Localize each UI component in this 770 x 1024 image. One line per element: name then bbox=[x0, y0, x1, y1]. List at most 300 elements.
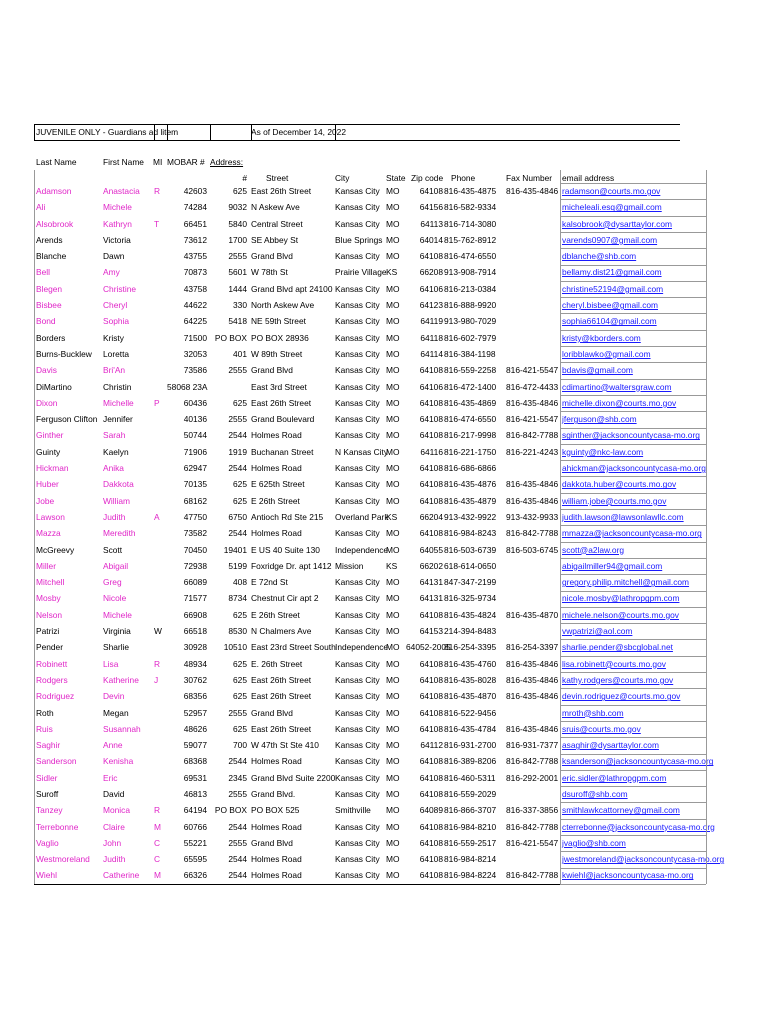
cell-zip: 64131 bbox=[419, 577, 443, 588]
cell-city: Kansas City bbox=[335, 870, 380, 881]
cell-email[interactable]: sruis@courts.mo.gov bbox=[562, 723, 641, 734]
cell-first: Claire bbox=[103, 821, 125, 832]
cell-city: Kansas City bbox=[335, 756, 380, 767]
cell-last: DiMartino bbox=[36, 381, 72, 392]
cell-mi bbox=[154, 444, 166, 460]
cell-email[interactable]: smithlawkcattorney@gmail.com bbox=[562, 805, 680, 816]
cell-mi bbox=[154, 362, 166, 378]
cell-fax: 816-503-6745 bbox=[506, 544, 559, 555]
cell-city: Kansas City bbox=[335, 740, 380, 751]
guardian-rows bbox=[34, 183, 725, 884]
cell-num: 5199 bbox=[228, 560, 247, 571]
cell-mobar: 60766 bbox=[183, 821, 207, 832]
cell-num: 401 bbox=[233, 348, 247, 359]
cell-city: Kansas City bbox=[335, 577, 380, 588]
table-row bbox=[34, 542, 710, 558]
grid-line bbox=[560, 493, 706, 494]
cell-phone: 816-522-9456 bbox=[444, 707, 497, 718]
cell-mobar: 73612 bbox=[183, 234, 207, 245]
header-row bbox=[34, 154, 710, 170]
header-state: State bbox=[386, 173, 406, 183]
cell-phone: 816-213-0384 bbox=[444, 283, 497, 294]
grid-line bbox=[560, 330, 706, 331]
cell-first: Nicole bbox=[103, 593, 127, 604]
grid-line bbox=[560, 705, 706, 706]
cell-state: MO bbox=[386, 723, 400, 734]
cell-street: Buchanan Street bbox=[251, 446, 314, 457]
cell-num: 625 bbox=[233, 479, 247, 490]
cell-fax bbox=[506, 574, 560, 590]
cell-street: Chestnut Cir apt 2 bbox=[251, 593, 319, 604]
grid-line bbox=[560, 737, 706, 738]
cell-street: Holmes Road bbox=[251, 821, 302, 832]
cell-street: E 72nd St bbox=[251, 577, 288, 588]
cell-state: MO bbox=[386, 593, 400, 604]
cell-city: Kansas City bbox=[335, 528, 380, 539]
table-row bbox=[34, 590, 710, 606]
cell-city: Kansas City bbox=[335, 316, 380, 327]
cell-state: MO bbox=[386, 365, 400, 376]
cell-mi: T bbox=[154, 218, 160, 229]
cell-first: Eric bbox=[103, 772, 118, 783]
cell-fax bbox=[506, 313, 560, 329]
cell-num: 2544 bbox=[228, 430, 247, 441]
cell-num: 5418 bbox=[228, 316, 247, 327]
cell-phone: 913-432-9922 bbox=[444, 511, 497, 522]
cell-fax bbox=[506, 851, 560, 867]
grid-line bbox=[167, 124, 168, 140]
cell-mi bbox=[154, 737, 166, 753]
cell-last: Nelson bbox=[36, 609, 63, 620]
cell-phone: 214-394-8483 bbox=[444, 626, 497, 637]
cell-num: PO BOX bbox=[214, 332, 247, 343]
cell-city: Kansas City bbox=[335, 283, 380, 294]
cell-num: 2544 bbox=[228, 821, 247, 832]
cell-state: MO bbox=[386, 609, 400, 620]
cell-mobar: 70450 bbox=[183, 544, 207, 555]
cell-mobar: 71906 bbox=[183, 446, 207, 457]
cell-first: Katherine bbox=[103, 674, 139, 685]
cell-street: E 625th Street bbox=[251, 479, 305, 490]
cell-fax: 816-292-2001 bbox=[506, 772, 559, 783]
cell-email[interactable]: devin.rodriguez@courts.mo.gov bbox=[562, 691, 681, 702]
cell-fax: 816-842-7788 bbox=[506, 870, 559, 881]
cell-email[interactable]: kwiehl@jacksoncountycasa-mo.org bbox=[562, 870, 694, 881]
cell-fax: 816-435-4846 bbox=[506, 691, 559, 702]
cell-num: 8530 bbox=[228, 626, 247, 637]
cell-street: W 78th St bbox=[251, 267, 288, 278]
cell-street: E US 40 Suite 130 bbox=[251, 544, 320, 555]
cell-first: Christin bbox=[103, 381, 132, 392]
cell-state: MO bbox=[386, 495, 400, 506]
cell-num: 625 bbox=[233, 691, 247, 702]
cell-street: East 26th Street bbox=[251, 674, 312, 685]
cell-mobar: 40136 bbox=[183, 414, 207, 425]
cell-email[interactable]: jwestmoreland@jacksoncountycasa-mo.org bbox=[562, 854, 725, 865]
cell-street: Holmes Road bbox=[251, 756, 302, 767]
cell-mi: J bbox=[154, 674, 159, 685]
table-row bbox=[34, 819, 715, 835]
cell-num: 2345 bbox=[228, 772, 247, 783]
cell-phone: 816-559-2517 bbox=[444, 837, 497, 848]
cell-email[interactable]: ahickman@jacksoncountycasa-mo.org bbox=[562, 463, 706, 474]
cell-state: MO bbox=[386, 658, 400, 669]
cell-num: 8734 bbox=[228, 593, 247, 604]
cell-fax: 816-931-7377 bbox=[506, 740, 559, 751]
grid-line bbox=[560, 232, 706, 233]
cell-city: Kansas City bbox=[335, 674, 380, 685]
cell-street: W 47th St Ste 410 bbox=[251, 740, 319, 751]
cell-email[interactable]: varends0907@gmail.com bbox=[562, 234, 658, 245]
cell-first: Kristy bbox=[103, 332, 124, 343]
header-address: Address: bbox=[210, 157, 244, 167]
cell-first: Victoria bbox=[103, 234, 131, 245]
grid-line bbox=[560, 884, 706, 885]
cell-phone: 816-984-8214 bbox=[444, 854, 497, 865]
cell-email[interactable]: scott@a2law.org bbox=[562, 544, 625, 555]
cell-email[interactable]: judith.lawson@lawsonlawllc.com bbox=[562, 511, 684, 522]
table-row bbox=[34, 802, 710, 818]
grid-line bbox=[251, 124, 252, 140]
cell-last: Adamson bbox=[36, 186, 72, 196]
cell-email[interactable]: mmazza@jacksoncountycasa-mo.org bbox=[562, 528, 702, 539]
grid-line bbox=[560, 770, 706, 771]
cell-fax: 816-337-3856 bbox=[506, 805, 559, 816]
grid-line bbox=[560, 509, 706, 510]
cell-email[interactable]: cdimartino@waltersgraw.com bbox=[562, 381, 672, 392]
grid-line bbox=[210, 124, 211, 140]
cell-fax bbox=[506, 297, 560, 313]
cell-first: Bri'An bbox=[103, 365, 126, 376]
cell-city: Kansas City bbox=[335, 397, 380, 408]
cell-last: Borders bbox=[36, 332, 66, 343]
cell-email[interactable]: vwpatrizi@aol.com bbox=[562, 626, 633, 637]
cell-last: Burns-Bucklew bbox=[36, 348, 92, 359]
grid-line bbox=[560, 444, 706, 445]
cell-zip: 64108 bbox=[419, 528, 443, 539]
cell-street: W 89th Street bbox=[251, 348, 303, 359]
cell-mi bbox=[154, 753, 166, 769]
cell-email[interactable]: cterrebonne@jacksoncountycasa-mo.org bbox=[562, 821, 715, 832]
cell-fax: 816-842-7788 bbox=[506, 756, 559, 767]
cell-zip: 64113 bbox=[420, 218, 443, 229]
grid-line bbox=[560, 281, 706, 282]
cell-last: Westmoreland bbox=[36, 854, 90, 865]
title-cell: JUVENILE ONLY - Guardians ad litem bbox=[36, 127, 179, 137]
cell-num bbox=[210, 379, 247, 395]
table-row bbox=[34, 525, 710, 541]
cell-city: Kansas City bbox=[335, 691, 380, 702]
cell-mi: P bbox=[154, 397, 160, 408]
cell-num: 2555 bbox=[228, 788, 247, 799]
cell-zip: 64108 bbox=[419, 463, 443, 474]
cell-email[interactable]: cheryl.bisbee@gmail.com bbox=[562, 300, 659, 311]
cell-mi bbox=[154, 786, 166, 802]
cell-last: Pender bbox=[36, 642, 64, 653]
cell-zip: 64108 bbox=[419, 691, 443, 702]
cell-first: Kathryn bbox=[103, 218, 132, 229]
grid-line bbox=[560, 688, 706, 689]
grid-line bbox=[560, 428, 706, 429]
cell-phone: 816-384-1198 bbox=[444, 348, 496, 359]
cell-first: Judith bbox=[103, 511, 126, 522]
cell-fax: 816-435-4846 bbox=[506, 674, 559, 685]
cell-fax bbox=[506, 346, 560, 362]
cell-fax: 816-435-4846 bbox=[506, 723, 559, 734]
cell-email[interactable]: christine52194@gmail.com bbox=[562, 283, 664, 294]
cell-street: E. 26th Street bbox=[251, 658, 303, 669]
cell-state: MO bbox=[386, 870, 400, 881]
cell-mobar: 42603 bbox=[183, 186, 207, 196]
cell-num: 2544 bbox=[228, 854, 247, 865]
cell-zip: 64123 bbox=[419, 300, 443, 311]
cell-fax bbox=[506, 264, 560, 280]
cell-zip: 64114 bbox=[420, 348, 443, 359]
cell-email[interactable]: michele.nelson@courts.mo.gov bbox=[562, 609, 679, 620]
cell-state: MO bbox=[386, 707, 400, 718]
cell-email[interactable]: kathy.rodgers@courts.mo.gov bbox=[562, 674, 674, 685]
cell-city: Kansas City bbox=[335, 626, 380, 637]
cell-num: 2555 bbox=[228, 365, 247, 376]
cell-state: MO bbox=[386, 186, 400, 196]
cell-city: Kansas City bbox=[335, 707, 380, 718]
cell-email[interactable]: michelle.dixon@courts.mo.gov bbox=[562, 397, 677, 408]
cell-email[interactable]: gregory.philip.mitchell@gmail.com bbox=[562, 577, 690, 588]
cell-street: East 23rd Street South bbox=[251, 642, 336, 653]
cell-email[interactable]: dakkota.huber@courts.mo.gov bbox=[562, 479, 677, 490]
cell-mi bbox=[154, 379, 166, 395]
cell-mobar: 48934 bbox=[183, 658, 207, 669]
cell-city: Kansas City bbox=[335, 658, 380, 669]
cell-street: Antioch Rd Ste 215 bbox=[251, 511, 324, 522]
cell-street: East 3rd Street bbox=[251, 381, 307, 392]
cell-email[interactable]: nicole.mosby@lathropgpm.com bbox=[562, 593, 680, 604]
cell-fax: 816-842-7788 bbox=[506, 821, 559, 832]
cell-last: Huber bbox=[36, 479, 59, 490]
cell-email[interactable]: dblanche@shb.com bbox=[562, 251, 637, 262]
cell-email[interactable]: sginther@jacksoncountycasa-mo.org bbox=[562, 430, 700, 441]
cell-mobar: 70135 bbox=[183, 479, 207, 490]
cell-last: Tanzey bbox=[36, 805, 63, 816]
cell-phone: 816-474-6550 bbox=[444, 251, 497, 262]
cell-fax bbox=[506, 248, 560, 264]
cell-mobar: 32053 bbox=[183, 348, 207, 359]
cell-email[interactable]: kristy@kborders.com bbox=[562, 332, 641, 343]
cell-email[interactable]: sophia66104@gmail.com bbox=[562, 316, 657, 327]
cell-email[interactable]: eric.sidler@lathropgpm.com bbox=[562, 772, 667, 783]
cell-email[interactable]: jvaglio@shb.com bbox=[562, 837, 626, 848]
cell-phone: 816-559-2258 bbox=[444, 365, 497, 376]
table-row bbox=[34, 509, 710, 525]
cell-first: Susannah bbox=[103, 723, 141, 734]
cell-first: Kenisha bbox=[103, 756, 134, 767]
cell-email[interactable]: micheleali.esq@gmail.com bbox=[562, 202, 662, 213]
grid-line bbox=[335, 124, 336, 140]
cell-last: Mazza bbox=[36, 528, 61, 539]
table-row bbox=[34, 705, 710, 721]
cell-last: Arends bbox=[36, 234, 63, 245]
cell-email[interactable]: abigailmiller94@gmail.com bbox=[562, 560, 663, 571]
cell-city: Kansas City bbox=[335, 348, 380, 359]
cell-mobar: 66908 bbox=[183, 609, 207, 620]
cell-zip: 64116 bbox=[420, 446, 443, 457]
cell-zip: 64156 bbox=[419, 202, 443, 213]
cell-mobar: 66518 bbox=[183, 626, 207, 637]
cell-street: East 26th Street bbox=[251, 691, 312, 702]
cell-street: Grand Blvd apt 24100 bbox=[251, 283, 333, 294]
grid-line bbox=[34, 170, 35, 884]
table-row bbox=[34, 721, 710, 737]
cell-email[interactable]: asaghir@dysarttaylor.com bbox=[562, 740, 659, 751]
cell-first: Judith bbox=[103, 854, 126, 865]
cell-street: N Askew Ave bbox=[251, 202, 300, 213]
cell-fax: 816-435-4846 bbox=[506, 479, 559, 490]
cell-zip: 64108 bbox=[419, 430, 443, 441]
cell-state: MO bbox=[386, 772, 400, 783]
cell-mobar: 47750 bbox=[183, 511, 207, 522]
cell-zip: 64052-2005 bbox=[406, 642, 451, 653]
cell-phone: 816-435-4876 bbox=[444, 479, 497, 490]
cell-mobar: 72938 bbox=[183, 560, 207, 571]
cell-email[interactable]: jferguson@shb.com bbox=[562, 414, 637, 425]
cell-last: Sanderson bbox=[36, 756, 77, 767]
cell-phone: 816-217-9998 bbox=[444, 430, 497, 441]
cell-street: Grand Blvd bbox=[251, 707, 293, 718]
table-row bbox=[34, 558, 710, 574]
cell-mi bbox=[154, 199, 166, 215]
cell-mobar: 44622 bbox=[183, 300, 207, 311]
cell-state: MO bbox=[386, 300, 400, 311]
grid-line bbox=[560, 721, 706, 722]
cell-email[interactable]: lisa.robinett@courts.mo.gov bbox=[562, 658, 666, 669]
cell-fax bbox=[506, 232, 560, 248]
cell-first: Cheryl bbox=[103, 300, 128, 311]
cell-mobar: 73582 bbox=[183, 528, 207, 539]
cell-zip: 64108 bbox=[419, 674, 443, 685]
cell-num: 1700 bbox=[228, 234, 247, 245]
cell-city: Kansas City bbox=[335, 772, 380, 783]
cell-phone: 816-435-4879 bbox=[444, 495, 497, 506]
cell-email[interactable]: bdavis@gmail.com bbox=[562, 365, 633, 376]
cell-fax: 816-842-7788 bbox=[506, 430, 559, 441]
table-row bbox=[34, 460, 710, 476]
cell-email[interactable]: bellamy.dist21@gmail.com bbox=[562, 267, 662, 278]
as-of-date: As of December 14, 2022 bbox=[251, 127, 346, 137]
cell-city: Kansas City bbox=[335, 609, 380, 620]
cell-zip: 64108 bbox=[419, 723, 443, 734]
cell-first: Virginia bbox=[103, 626, 131, 637]
cell-state: MO bbox=[386, 837, 400, 848]
grid-line bbox=[560, 542, 706, 543]
cell-mi: M bbox=[154, 821, 161, 832]
grid-line bbox=[706, 170, 707, 884]
cell-first: Kaelyn bbox=[103, 446, 129, 457]
table-row bbox=[34, 411, 710, 427]
cell-state: MO bbox=[386, 544, 400, 555]
cell-phone: 815-762-8912 bbox=[444, 234, 497, 245]
cell-email[interactable]: dsuroff@shb.com bbox=[562, 788, 628, 799]
cell-street: East 26th Street bbox=[251, 723, 312, 734]
cell-zip: 64108 bbox=[419, 658, 443, 669]
cell-email[interactable]: radamson@courts.mo.gov bbox=[562, 186, 661, 196]
cell-first: Anastacia bbox=[103, 186, 140, 196]
cell-city: Kansas City bbox=[335, 463, 380, 474]
cell-state: MO bbox=[386, 381, 400, 392]
grid-line bbox=[560, 868, 706, 869]
cell-last: Robinett bbox=[36, 658, 68, 669]
cell-last: Jobe bbox=[36, 495, 55, 506]
grid-line bbox=[560, 248, 706, 249]
cell-num: 625 bbox=[233, 186, 247, 196]
cell-street: Grand Blvd bbox=[251, 837, 293, 848]
cell-mobar: 73586 bbox=[183, 365, 207, 376]
cell-fax bbox=[506, 623, 560, 639]
grid-line bbox=[560, 819, 706, 820]
cell-phone: 816-254-3395 bbox=[444, 642, 497, 653]
cell-num: 625 bbox=[233, 674, 247, 685]
cell-state: MO bbox=[386, 854, 400, 865]
cell-first: Christine bbox=[103, 283, 137, 294]
cell-city: Kansas City bbox=[335, 332, 380, 343]
cell-num: 2555 bbox=[228, 707, 247, 718]
cell-mobar: 68368 bbox=[183, 756, 207, 767]
title-row bbox=[34, 124, 710, 140]
cell-mi: C bbox=[154, 854, 161, 865]
table-row bbox=[34, 737, 710, 753]
cell-first: Jennifer bbox=[103, 414, 133, 425]
table-row bbox=[34, 183, 710, 199]
cell-last: Blegen bbox=[36, 283, 63, 294]
cell-mobar: 46813 bbox=[183, 788, 207, 799]
cell-email[interactable]: ksanderson@jacksoncountycasa-mo.org bbox=[562, 756, 714, 767]
cell-last: Ali bbox=[36, 202, 46, 213]
cell-last: Patrizi bbox=[36, 626, 60, 637]
cell-city: Kansas City bbox=[335, 479, 380, 490]
cell-street: East 26th Street bbox=[251, 397, 312, 408]
cell-phone: 816-714-3080 bbox=[444, 218, 497, 229]
cell-mi bbox=[154, 770, 166, 786]
cell-email[interactable]: loribblawko@gmail.com bbox=[562, 348, 651, 359]
cell-num: 5840 bbox=[228, 218, 247, 229]
cell-num: 700 bbox=[233, 740, 247, 751]
cell-phone: 816-686-6866 bbox=[444, 463, 497, 474]
cell-mi bbox=[154, 411, 166, 427]
cell-email[interactable]: sharlie.pender@sbcglobal.net bbox=[562, 642, 673, 653]
table-row bbox=[34, 362, 710, 378]
cell-state: MO bbox=[386, 642, 400, 653]
cell-num: 625 bbox=[233, 397, 247, 408]
cell-zip: 66202 bbox=[419, 560, 443, 571]
cell-email[interactable]: kguinty@nkc-law.com bbox=[562, 446, 644, 457]
grid-line bbox=[560, 672, 706, 673]
grid-line bbox=[560, 216, 706, 217]
cell-first: Anika bbox=[103, 463, 124, 474]
cell-city: Blue Springs bbox=[335, 234, 383, 245]
cell-email[interactable]: mroth@shb.com bbox=[562, 707, 624, 718]
cell-zip: 64108 bbox=[419, 609, 443, 620]
cell-state: MO bbox=[386, 283, 400, 294]
grid-line bbox=[560, 525, 706, 526]
cell-first: Sarah bbox=[103, 430, 126, 441]
cell-fax: 816-435-4846 bbox=[506, 658, 559, 669]
cell-last: Rodgers bbox=[36, 674, 68, 685]
blank-row bbox=[34, 140, 710, 154]
cell-phone: 847-347-2199 bbox=[444, 577, 497, 588]
header-row-2 bbox=[34, 170, 710, 183]
cell-email[interactable]: william.jobe@courts.mo.gov bbox=[562, 495, 667, 506]
cell-email[interactable]: kalsobrook@dysarttaylor.com bbox=[562, 218, 672, 229]
grid-line bbox=[560, 183, 706, 184]
